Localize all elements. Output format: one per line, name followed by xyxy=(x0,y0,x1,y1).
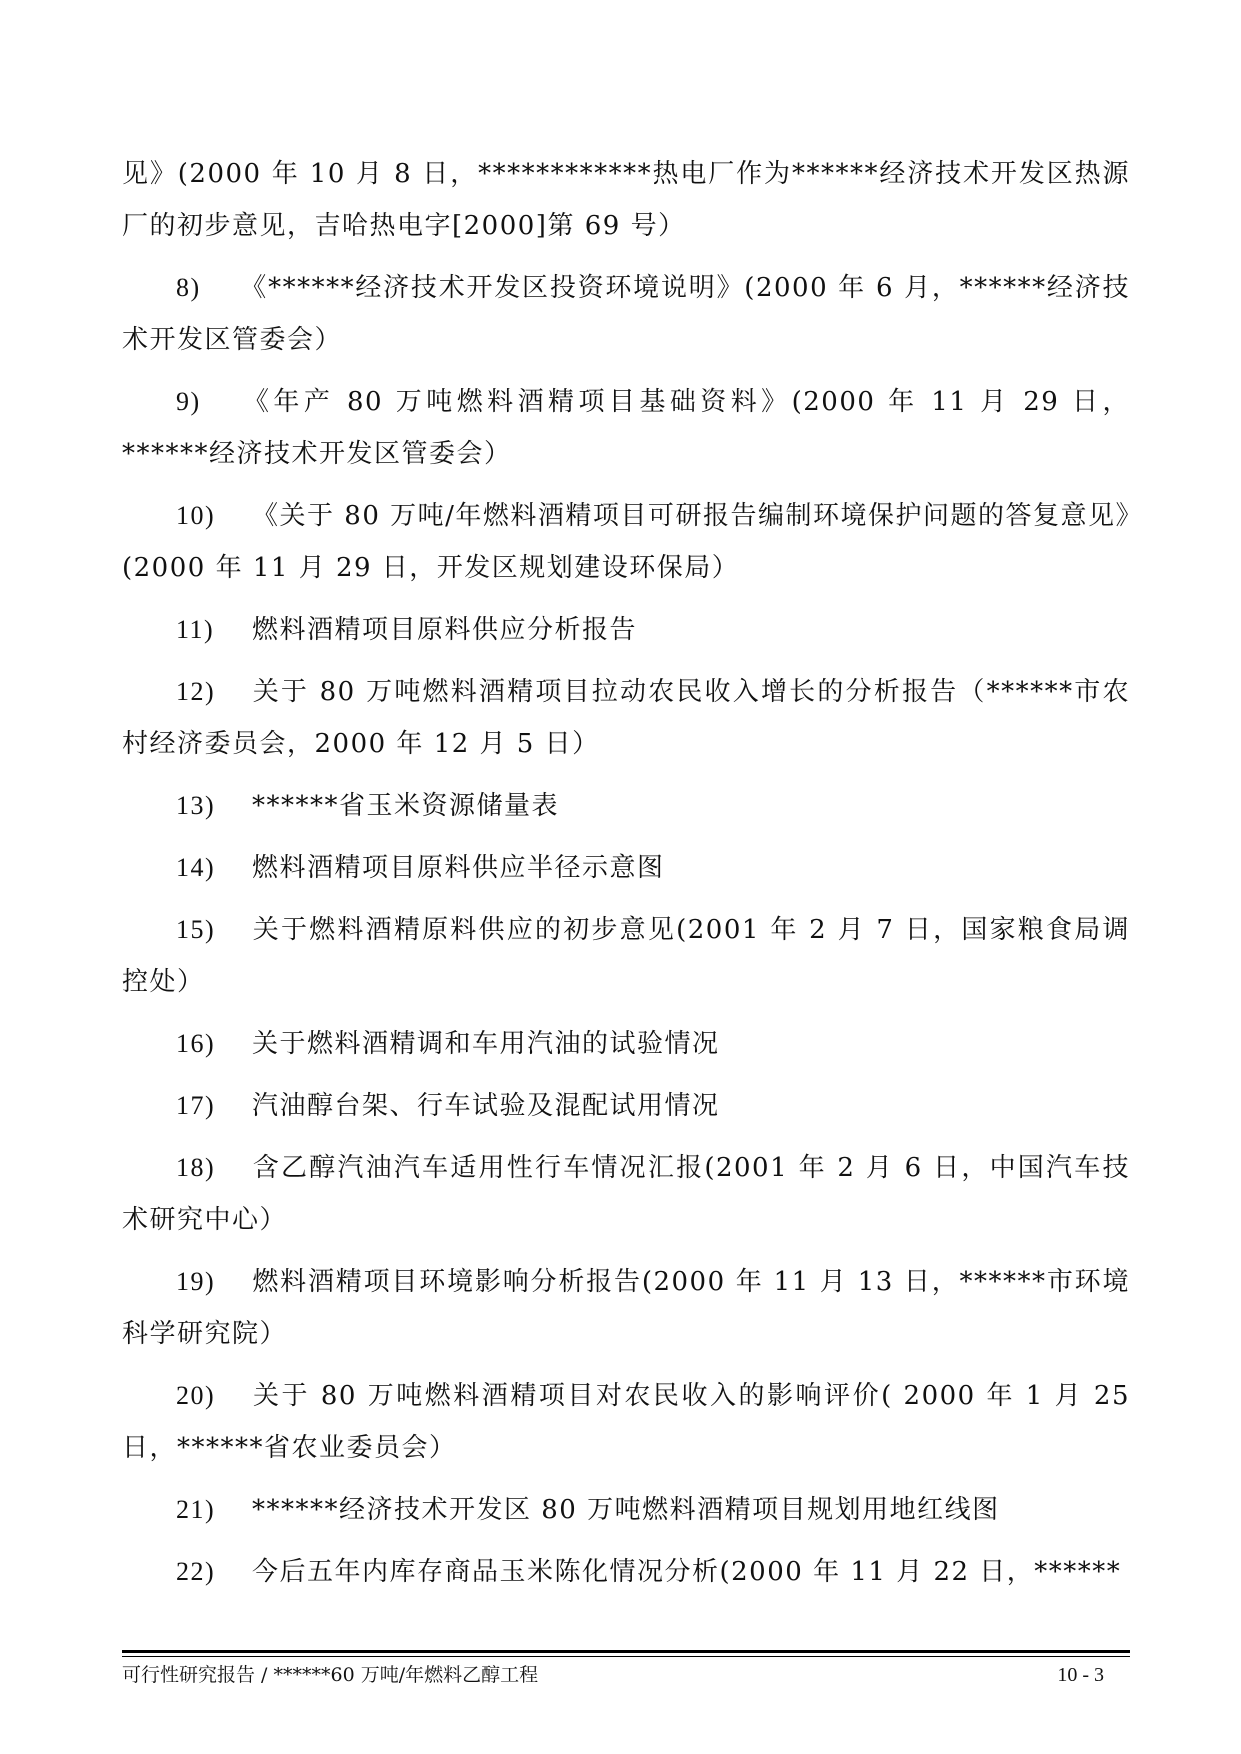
list-item-text: 关于燃料酒精调和车用汽油的试验情况 xyxy=(252,1029,720,1059)
list-item-text: 含乙醇汽油汽车适用性行车情况汇报(2001 年 2 月 6 日，中国汽车技术研究中心） xyxy=(122,1153,1130,1235)
list-item-number: 17) xyxy=(176,1091,216,1120)
list-item xyxy=(122,604,1130,656)
list-item-number: 11) xyxy=(176,615,215,644)
page-footer xyxy=(122,1662,1130,1688)
list-item-text: 关于燃料酒精原料供应的初步意见(2001 年 2 月 7 日，国家粮食局调控处） xyxy=(122,915,1130,997)
list-item-number: 18) xyxy=(176,1153,216,1182)
list-item-number: 22) xyxy=(176,1557,216,1586)
list-item-number: 14) xyxy=(176,853,216,882)
list-item-number: 20) xyxy=(176,1381,216,1410)
list-item-text: 《******经济技术开发区投资环境说明》(2000 年 6 月，******经济技术开发区管委会） xyxy=(122,273,1130,355)
list-item xyxy=(122,1256,1130,1360)
list-item-text: 燃料酒精项目环境影响分析报告(2000 年 11 月 13 日，******市环境科学研究院） xyxy=(122,1267,1130,1349)
list-item xyxy=(122,1080,1130,1132)
list-item xyxy=(122,262,1130,366)
list-item-text: 《年产 80 万吨燃料酒精项目基础资料》(2000 年 11 月 29 日，******经济技术开发区管委会） xyxy=(122,387,1130,469)
list-item xyxy=(122,666,1130,770)
list-item xyxy=(122,376,1130,480)
list-item-number: 21) xyxy=(176,1495,216,1524)
list-item-text: 燃料酒精项目原料供应分析报告 xyxy=(252,615,638,645)
list-item-text: 关于 80 万吨燃料酒精项目拉动农民收入增长的分析报告（******市农村经济委员会，2000 年 12 月 5 日） xyxy=(122,677,1130,759)
list-item xyxy=(122,1546,1130,1598)
list-item-text: ******经济技术开发区 80 万吨燃料酒精项目规划用地红线图 xyxy=(252,1495,1000,1525)
list-item-number: 10) xyxy=(176,501,216,530)
list-item xyxy=(122,904,1130,1008)
list-item-number: 16) xyxy=(176,1029,216,1058)
document-body xyxy=(122,148,1130,1608)
list-item-number: 12) xyxy=(176,677,216,706)
list-item xyxy=(122,1370,1130,1474)
list-item-text: 燃料酒精项目原料供应半径示意图 xyxy=(252,853,665,883)
list-item xyxy=(122,490,1130,594)
list-item-text: 关于 80 万吨燃料酒精项目对农民收入的影响评价( 2000 年 1 月 25 日，******省农业委员会） xyxy=(122,1381,1130,1463)
footer-divider xyxy=(122,1650,1130,1653)
list-item-continuation: 见》(2000 年 10 月 8 日，************热电厂作为******经济技术开发区热源厂的初步意见，吉哈热电字[2000]第 69 号） xyxy=(122,159,1130,241)
list-item-number: 8) xyxy=(176,273,201,302)
footer-document-title: 可行性研究报告 / ******60 万吨/年燃料乙醇工程 xyxy=(122,1664,539,1686)
list-item-number: 13) xyxy=(176,791,216,820)
list-item-text: 《关于 80 万吨/年燃料酒精项目可研报告编制环境保护问题的答复意见》(2000 年 11 月 29 日，开发区规划建设环保局） xyxy=(122,501,1130,583)
list-item-number: 19) xyxy=(176,1267,216,1296)
list-item xyxy=(122,1484,1130,1536)
list-item-text: 今后五年内库存商品玉米陈化情况分析(2000 年 11 月 22 日，****** xyxy=(252,1557,1122,1587)
list-item xyxy=(122,1018,1130,1070)
list-item-text: ******省玉米资源储量表 xyxy=(252,791,560,821)
list-item-number: 9) xyxy=(176,387,201,416)
list-item-number: 15) xyxy=(176,915,216,944)
page-number: 10 - 3 xyxy=(1057,1664,1104,1686)
footer-divider-thin xyxy=(122,1656,1130,1657)
list-item xyxy=(122,842,1130,894)
list-item-text: 汽油醇台架、行车试验及混配试用情况 xyxy=(252,1091,720,1121)
list-item xyxy=(122,780,1130,832)
list-item xyxy=(122,1142,1130,1246)
